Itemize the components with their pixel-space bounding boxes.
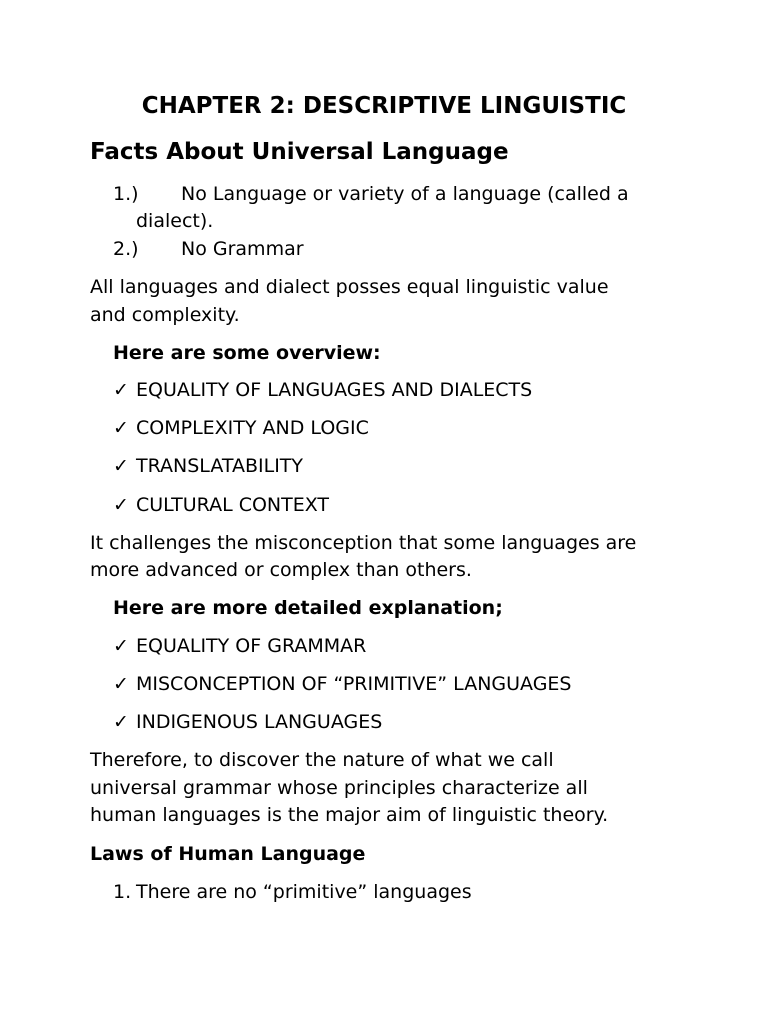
law-item-number: 1. (113, 881, 132, 903)
checklist-item (113, 709, 382, 736)
check-mark-icon: ✓ (113, 417, 129, 439)
paragraph-line: It challenges the misconception that some languages are (90, 532, 637, 554)
check-mark-icon: ✓ (113, 455, 129, 477)
overview-heading: Here are some overview: (113, 342, 381, 364)
check-mark-icon: ✓ (113, 494, 129, 516)
laws-heading: Laws of Human Language (90, 843, 366, 865)
detailed-heading: Here are more detailed explanation; (113, 597, 503, 619)
fact-item-1-text: No Language or variety of a language (called a (181, 183, 629, 205)
checklist-item-label: COMPLEXITY AND LOGIC (136, 417, 369, 439)
paragraph-line: universal grammar whose principles characterize all (90, 777, 588, 799)
checklist-item-label: CULTURAL CONTEXT (136, 494, 330, 516)
checklist-item (113, 415, 369, 442)
checklist-item-label: MISCONCEPTION OF “PRIMITIVE” LANGUAGES (136, 673, 572, 695)
fact-item-2-text: No Grammar (181, 238, 304, 260)
checklist-item (113, 453, 303, 480)
law-item-text: There are no “primitive” languages (136, 881, 472, 903)
check-mark-icon: ✓ (113, 635, 129, 657)
paragraph-line: and complexity. (90, 304, 240, 326)
checklist-item-label: EQUALITY OF LANGUAGES AND DIALECTS (136, 379, 533, 401)
chapter-title: CHAPTER 2: DESCRIPTIVE LINGUISTIC (141, 93, 627, 119)
paragraph-line: more advanced or complex than others. (90, 559, 472, 581)
checklist-item-label: TRANSLATABILITY (136, 455, 304, 477)
checklist-item (113, 492, 329, 519)
checklist-item (113, 377, 532, 404)
section-title: Facts About Universal Language (90, 139, 509, 165)
checklist-item-label: EQUALITY OF GRAMMAR (136, 635, 367, 657)
checklist-item (113, 671, 572, 698)
fact-item-1-continuation: dialect). (136, 210, 214, 232)
checklist-item (113, 633, 366, 660)
check-mark-icon: ✓ (113, 673, 129, 695)
checklist-item-label: INDIGENOUS LANGUAGES (136, 711, 383, 733)
fact-item-2-number: 2.) (113, 238, 139, 260)
paragraph-line: human languages is the major aim of linguistic theory. (90, 804, 609, 826)
check-mark-icon: ✓ (113, 379, 129, 401)
check-mark-icon: ✓ (113, 711, 129, 733)
paragraph-line: Therefore, to discover the nature of what we call (90, 749, 554, 771)
fact-item-1-number: 1.) (113, 183, 139, 205)
paragraph-line: All languages and dialect posses equal linguistic value (90, 276, 609, 298)
